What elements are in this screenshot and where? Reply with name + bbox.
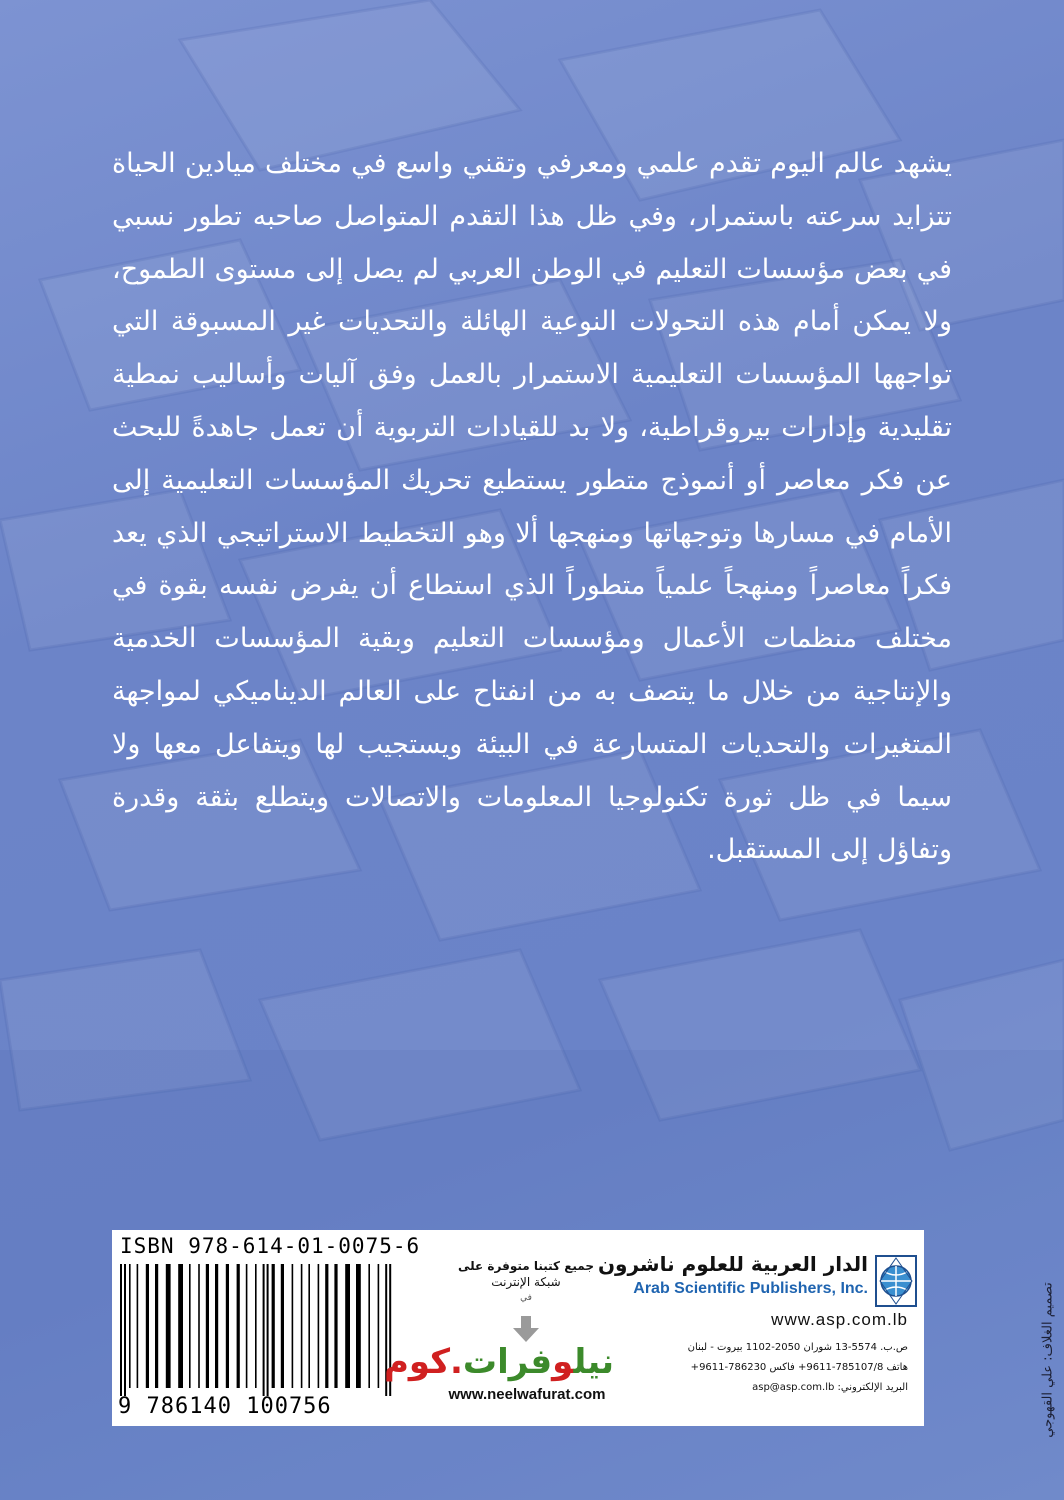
logo-part-wa: و — [552, 1342, 574, 1382]
online-availability-block — [383, 1230, 624, 1426]
barcode-icon — [118, 1264, 410, 1396]
back-cover-blurb: يشهد عالم اليوم تقدم علمي ومعرفي وتقني واسع في مختلف ميادين الحياة تتزايد سرعته باستمرار، وفي ظل هذا التقدم المتواصل صاحبه تطور نسبي في بعض مؤسسات التعليم في الوطن العربي لم يصل إلى مستوى الطموح، ولا يمكن أمام هذه التحولات النوعية الهائلة والتحديات غير المسبوقة التي تواجهها المؤسسات التعليمية الاستمرار بالعمل وفق آليات وأساليب نمطية تقليدية وإدارات بيروقراطية، ولا بد للقيادات التربوية أن تعمل جاهدةً للبحث عن فكر معاصر أو أنموذج متطور يستطيع تحريك المؤسسات التعليمية إلى الأمام في مسارها وتوجهاتها ومنهجها ألا وهو التخطيط الاستراتيجي الذي يعد فكراً معاصراً ومنهجاً علمياً متطوراً الذي استطاع أن يفرض نفسه بقوة في مختلف منظمات الأعمال ومؤسسات التعليم وبقية المؤسسات الخدمية والإنتاجية من خلال ما يتصف به من انفتاح على العالم الديناميكي لمواجهة المتغيرات والتحديات المتسارعة في البيئة ويستجيب لها ويتفاعل معها ولا سيما في ظل ثورة تكنولوجيا المعلومات والاتصالات ويتطلع بثقة وقدرة وتفاؤل إلى المستقبل. — [112, 148, 952, 866]
publisher-website-link[interactable]: www.asp.com.lb — [771, 1310, 908, 1329]
publisher-address: ص.ب. 5574-13 شوران 2050-1102 بيروت - لبنان — [687, 1342, 908, 1353]
online-note-line1: جميع كتبنا متوفرة على — [458, 1259, 594, 1273]
logo-part-dot: . — [449, 1342, 463, 1382]
publisher-phone-fax: هاتف 785107/8-9611+ فاكس 786230-9611+ — [690, 1362, 908, 1373]
barcode-digits: 9 786140 100756 — [118, 1394, 332, 1419]
neelwafurat-url-link[interactable]: www.neelwafurat.com — [448, 1386, 606, 1403]
online-note-line2: شبكة الإنترنت — [491, 1275, 561, 1289]
logo-part-furat: فرات — [462, 1342, 553, 1382]
publisher-block — [597, 1230, 924, 1426]
globe-emblem-icon — [874, 1254, 918, 1308]
down-arrow-icon — [512, 1316, 540, 1342]
neelwafurat-logo[interactable] — [383, 1342, 614, 1382]
online-note-line3: في — [520, 1293, 532, 1303]
publisher-info-panel — [112, 1230, 924, 1426]
cover-design-credit: تصميم الغلاف: علي القهوجي — [1040, 1282, 1056, 1438]
publisher-name-english: Arab Scientific Publishers, Inc. — [633, 1280, 868, 1297]
online-availability-note — [438, 1258, 614, 1306]
logo-part-neel: نيل — [573, 1342, 614, 1382]
logo-part-com: كوم — [383, 1342, 450, 1382]
publisher-name-arabic: الدار العربية للعلوم ناشرون — [597, 1252, 868, 1276]
isbn-label: ISBN 978-614-01-0075-6 — [120, 1234, 421, 1258]
publisher-email[interactable]: البريد الإلكتروني: asp@asp.com.lb — [752, 1382, 908, 1393]
